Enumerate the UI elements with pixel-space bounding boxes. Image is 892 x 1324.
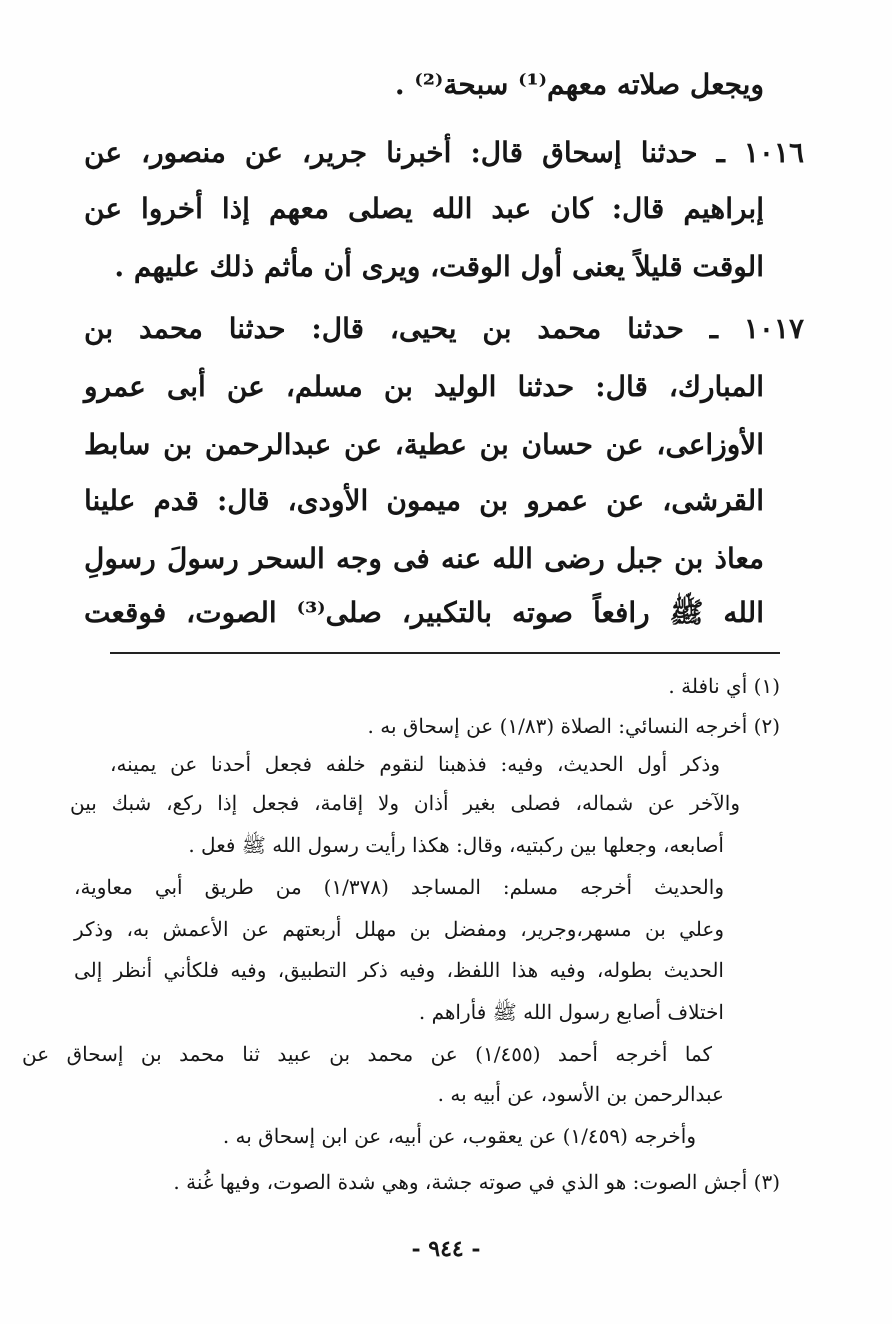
main-line: المبارك، قال: حدثنا الوليد بن مسلم، عن أبى عمرو bbox=[84, 370, 764, 403]
main-line: ويجعل صلاته معهم⁽¹⁾ سبحة⁽²⁾ . bbox=[394, 68, 764, 101]
main-line: الوقت قليلاً يعنى أول الوقت، ويرى أن مأثم ذلك عليهم . bbox=[114, 250, 764, 283]
footnote-line: والآخر عن شماله، فصلى بغير أذان ولا إقامة، فجعل إذا ركع، شبك بين bbox=[70, 791, 740, 815]
footnote-line: وأخرجه (١/٤٥٩) عن يعقوب، عن أبيه، عن ابن إسحاق به . bbox=[222, 1124, 696, 1148]
page-number: - ٩٤٤ - bbox=[411, 1236, 481, 1262]
footnote-line: كما أخرجه أحمد (١/٤٥٥) عن محمد بن عبيد ثنا محمد بن إسحاق عن bbox=[22, 1042, 712, 1066]
main-line: إبراهيم قال: كان عبد الله يصلى معهم إذا أخروا عن bbox=[84, 192, 764, 225]
main-line: الأوزاعى، عن حسان بن عطية، عن عبدالرحمن بن سابط bbox=[84, 428, 764, 461]
footnote-line: وذكر أول الحديث، وفيه: فذهبنا لنقوم خلفه فجعل أحدنا عن يمينه، bbox=[110, 752, 720, 776]
main-line: ١٠١٧ ـ حدثنا محمد بن يحيى، قال: حدثنا محمد بن bbox=[84, 312, 804, 345]
footnote-line: أصابعه، وجعلها بين ركبتيه، وقال: هكذا رأيت رسول الله ﷺ فعل . bbox=[188, 833, 724, 857]
footnote-line: عبدالرحمن بن الأسود، عن أبيه به . bbox=[437, 1082, 724, 1106]
footnote-2: (٢) أخرجه النسائي: الصلاة (١/٨٣) عن إسحاق به . bbox=[367, 714, 780, 738]
footnote-line: الحديث بطوله، وفيه هذا اللفظ، وفيه ذكر التطبيق، وفيه فلكأني أنظر إلى bbox=[74, 958, 724, 982]
main-line: ١٠١٦ ـ حدثنا إسحاق قال: أخبرنا جرير، عن منصور، عن bbox=[84, 136, 804, 169]
main-line: القرشى، عن عمرو بن ميمون الأودى، قال: قدم علينا bbox=[84, 484, 764, 517]
main-line: معاذ بن جبل رضى الله عنه فى وجه السحر رسولَ رسولِ bbox=[84, 542, 764, 575]
footnote-separator bbox=[110, 652, 780, 654]
footnote-1: (١) أي نافلة . bbox=[668, 674, 780, 698]
footnote-3: (٣) أجش الصوت: هو الذي في صوته جشة، وهي شدة الصوت، وفيها غُنة . bbox=[173, 1170, 780, 1194]
footnote-line: وعلي بن مسهر،وجرير، ومفضل بن مهلل أربعتهم عن الأعمش به، وذكر bbox=[74, 917, 724, 941]
footnote-line: اختلاف أصابع رسول الله ﷺ فأراهم . bbox=[418, 1000, 724, 1024]
footnote-line: والحديث أخرجه مسلم: المساجد (١/٣٧٨) من طريق أبي معاوية، bbox=[74, 875, 724, 899]
main-line: الله ﷺ رافعاً صوته بالتكبير، صلى⁽³⁾ الصوت، فوقعت bbox=[84, 596, 764, 629]
